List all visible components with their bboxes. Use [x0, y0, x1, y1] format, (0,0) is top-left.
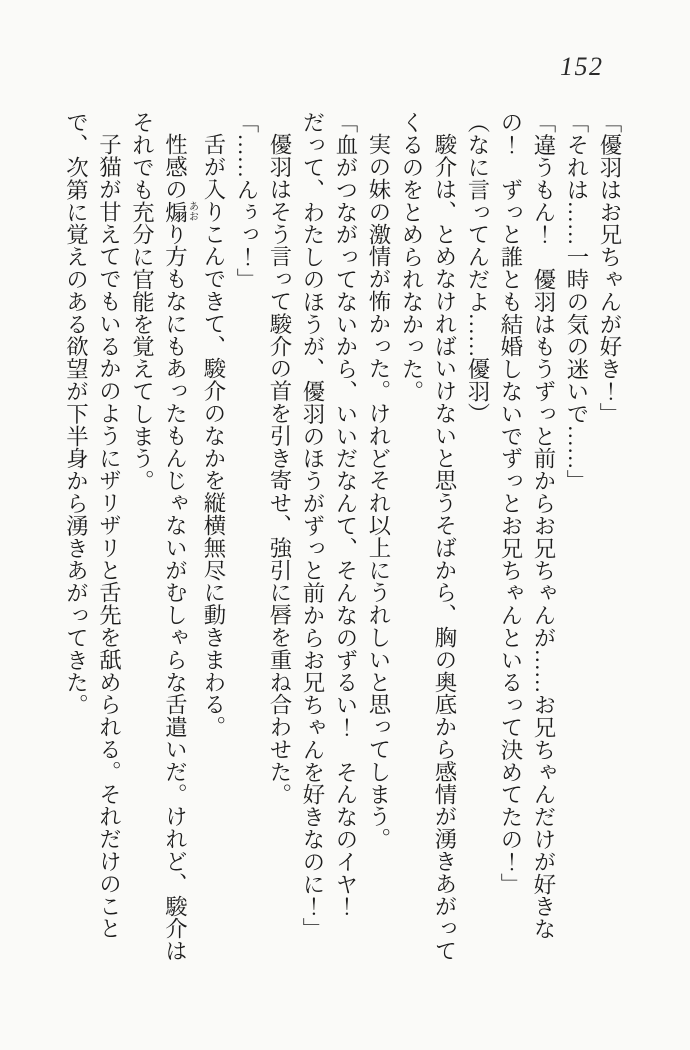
paragraph: 「違うもん！ 優羽はもうずっと前からお兄ちゃんが……お兄ちゃんだけが好きなの！ ずっと誰とも結婚しないでずっとお兄ちゃんといるって決めてたの！」	[498, 111, 556, 940]
paragraph: 性感の煽 あおり方もなにもあったもんじゃないがむしゃらな舌遣いだ。けれど、駿介はそれでも充分に官能を覚えてしまう。	[129, 111, 198, 963]
paragraph: 子猫が甘えてでもいるかのようにザリザリと舌先を舐められる。それだけのことで、次第に覚えのある欲望が下半身から湧きあがってきた。	[63, 111, 122, 940]
paragraph: 舌が入りこんできて、駿介のなかを縦横無尽に動きまわる。	[201, 133, 226, 739]
paragraph: 実の妹の激情が怖かった。けれどそれ以上にうれしいと思ってしまう。	[366, 133, 391, 851]
paragraph: 「……んぅっ！」	[234, 111, 259, 291]
paragraph: （なに言ってんだよ……優羽）	[465, 111, 490, 425]
paragraph: 「血がつながってないから、いいだなんて、そんなのずるい！ そんなのイヤ！ だって、わたしのほうが、優羽のほうがずっと前からお兄ちゃんを好きなのに！」	[300, 111, 358, 940]
paragraph: 駿介は、とめなければいけないと思うそばから、胸の奥底から感情が湧きあがってくるのをとめられなかった。	[399, 111, 457, 963]
paragraph: 「優羽はお兄ちゃんが好き！」	[597, 111, 622, 425]
page-number: 152	[560, 52, 604, 81]
paragraph: 「それは……一時の気の迷いで……」	[564, 111, 589, 492]
vertical-text-block	[60, 111, 627, 967]
paragraph: 優羽はそう言って駿介の首を引き寄せ、強引に唇を重ね合わせた。	[267, 133, 292, 806]
furigana-annotation: 煽 あお	[162, 200, 198, 223]
